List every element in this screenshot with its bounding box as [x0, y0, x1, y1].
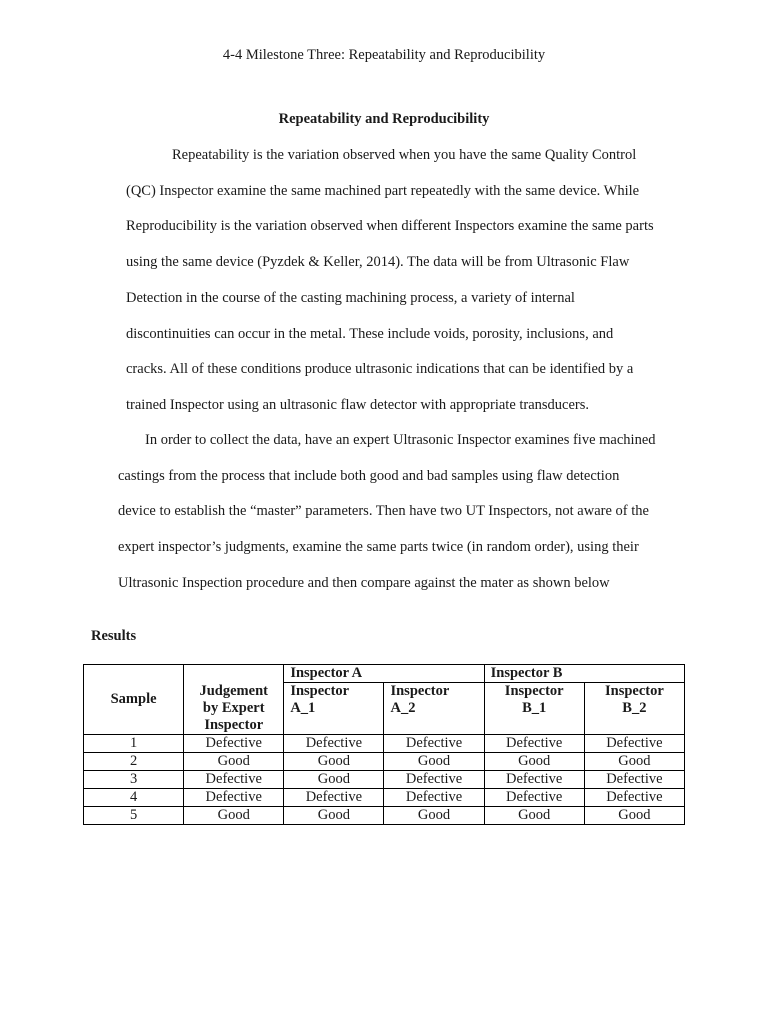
document-title: Repeatability and Reproducibility	[278, 111, 490, 127]
paragraph-line: device to establish the “master” parameters. Then have two UT Inspectors, not aware of the	[118, 503, 649, 520]
column-header-a1	[284, 683, 384, 735]
paragraph-line: Reproducibility is the variation observed when different Inspectors examine the same parts	[126, 218, 654, 235]
table-row	[84, 753, 685, 771]
group-header-inspector-b: Inspector B	[484, 665, 684, 683]
paragraph-line: castings from the process that include both good and bad samples using flaw detection	[118, 467, 620, 484]
cell-sample: 1	[84, 735, 184, 753]
cell-a2: Defective	[384, 789, 484, 807]
cell-b1: Good	[484, 807, 584, 825]
cell-a1: Defective	[284, 735, 384, 753]
table-row	[84, 735, 685, 753]
cell-b2: Good	[584, 807, 684, 825]
cell-a2: Defective	[384, 771, 484, 789]
header-line: A_2	[390, 700, 416, 716]
column-header-b1	[484, 683, 584, 735]
cell-sample: 2	[84, 753, 184, 771]
cell-a1: Defective	[284, 789, 384, 807]
running-header: 4-4 Milestone Three: Repeatability and Reproducibility	[222, 47, 546, 63]
table-group-header-row	[84, 665, 685, 683]
header-line: Judgement	[199, 683, 268, 699]
cell-b1: Defective	[484, 735, 584, 753]
cell-a1: Good	[284, 807, 384, 825]
header-line: Inspector	[604, 683, 664, 699]
cell-sample: 3	[84, 771, 184, 789]
paragraph-line: discontinuities can occur in the metal. These include voids, porosity, inclusions, and	[126, 325, 614, 342]
cell-a2: Defective	[384, 735, 484, 753]
header-line: Inspector	[504, 683, 564, 699]
results-heading: Results	[91, 628, 137, 644]
header-line: B_2	[622, 700, 647, 716]
cell-b1: Defective	[484, 789, 584, 807]
table-row	[84, 789, 685, 807]
paragraph-line: expert inspector’s judgments, examine the same parts twice (in random order), using their	[118, 539, 639, 556]
cell-a1: Good	[284, 753, 384, 771]
paragraph-line: Detection in the course of the casting machining process, a variety of internal	[126, 289, 575, 306]
header-line: Inspector	[290, 683, 350, 699]
header-line: B_1	[522, 700, 547, 716]
cell-b2: Defective	[584, 789, 684, 807]
cell-sample: 5	[84, 807, 184, 825]
paragraph-line: Repeatability is the variation observed when you have the same Quality Control	[172, 147, 637, 163]
header-line: Inspector	[390, 683, 450, 699]
column-header-judgement	[184, 665, 284, 735]
table-row	[84, 771, 685, 789]
cell-sample: 4	[84, 789, 184, 807]
cell-b2: Defective	[584, 735, 684, 753]
cell-b2: Good	[584, 753, 684, 771]
cell-a2: Good	[384, 807, 484, 825]
paragraph-data-collection	[118, 423, 678, 602]
paragraph-repeatability	[126, 138, 681, 424]
header-line: A_1	[290, 700, 316, 716]
cell-judgement: Defective	[184, 735, 284, 753]
paragraph-line: Ultrasonic Inspection procedure and then compare against the mater as shown below	[118, 574, 610, 591]
column-header-a2	[384, 683, 484, 735]
paragraph-line: trained Inspector using an ultrasonic flaw detector with appropriate transducers.	[126, 396, 590, 413]
header-line: by Expert	[202, 700, 265, 716]
table-row	[84, 807, 685, 825]
cell-a1: Good	[284, 771, 384, 789]
results-table	[83, 664, 685, 825]
cell-judgement: Defective	[184, 789, 284, 807]
cell-a2: Good	[384, 753, 484, 771]
paragraph-line: cracks. All of these conditions produce ultrasonic indications that can be identified by a	[126, 361, 634, 378]
header-line: Inspector	[204, 717, 264, 733]
group-header-inspector-a: Inspector A	[284, 665, 484, 683]
cell-judgement: Good	[184, 753, 284, 771]
cell-b1: Defective	[484, 771, 584, 789]
cell-b1: Good	[484, 753, 584, 771]
paragraph-line: In order to collect the data, have an expert Ultrasonic Inspector examines five machined	[145, 432, 656, 448]
cell-judgement: Good	[184, 807, 284, 825]
cell-judgement: Defective	[184, 771, 284, 789]
cell-b2: Defective	[584, 771, 684, 789]
paragraph-line: using the same device (Pyzdek & Keller, 2014). The data will be from Ultrasonic Flaw	[126, 254, 630, 271]
column-header-b2	[584, 683, 684, 735]
column-header-sample: Sample	[84, 665, 184, 735]
paragraph-line: (QC) Inspector examine the same machined part repeatedly with the same device. While	[126, 182, 640, 199]
